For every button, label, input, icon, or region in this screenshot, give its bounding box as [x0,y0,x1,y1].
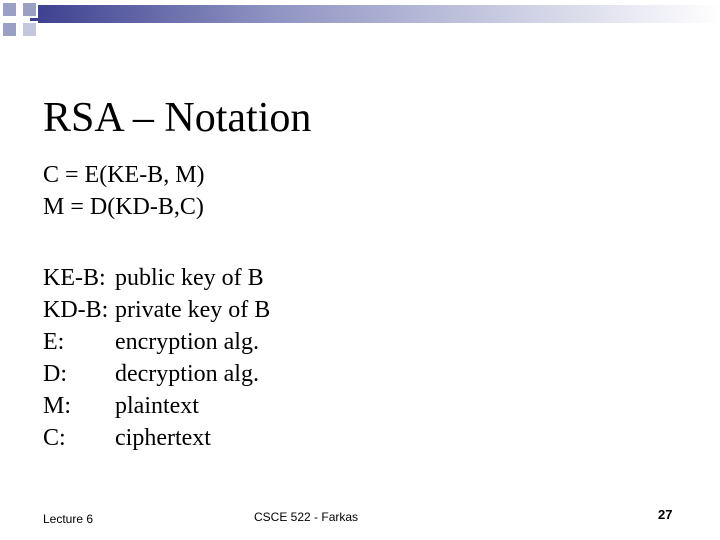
definition-description: ciphertext [115,425,211,451]
definition-description: public key of B [115,265,264,291]
header-decoration [0,0,720,50]
decor-square-1 [2,2,17,17]
definition-description: decryption alg. [115,361,259,387]
definition-description: encryption alg. [115,329,259,355]
decor-square-4 [22,22,37,37]
footer-lecture-label: Lecture 6 [43,512,94,526]
decryption-equation: M = D(KD-B,C) [43,194,204,220]
definition-term: D: [43,361,67,387]
definition-description: private key of B [115,297,271,323]
header-gradient-bar [30,5,720,23]
page-number: 27 [658,507,673,522]
footer-course-label: CSCE 522 - Farkas [254,510,359,524]
definition-term: KD-B: [43,297,109,323]
encryption-equation: C = E(KE-B, M) [43,162,205,188]
slide-title: RSA – Notation [43,95,312,141]
definition-term: M: [43,393,72,419]
definition-term: C: [43,425,66,451]
decor-square-3 [2,22,17,37]
definition-description: plaintext [115,393,199,419]
equation-block [43,159,205,223]
decor-square-2 [22,2,37,17]
definition-term: E: [43,329,65,355]
definition-term: KE-B: [43,265,106,291]
